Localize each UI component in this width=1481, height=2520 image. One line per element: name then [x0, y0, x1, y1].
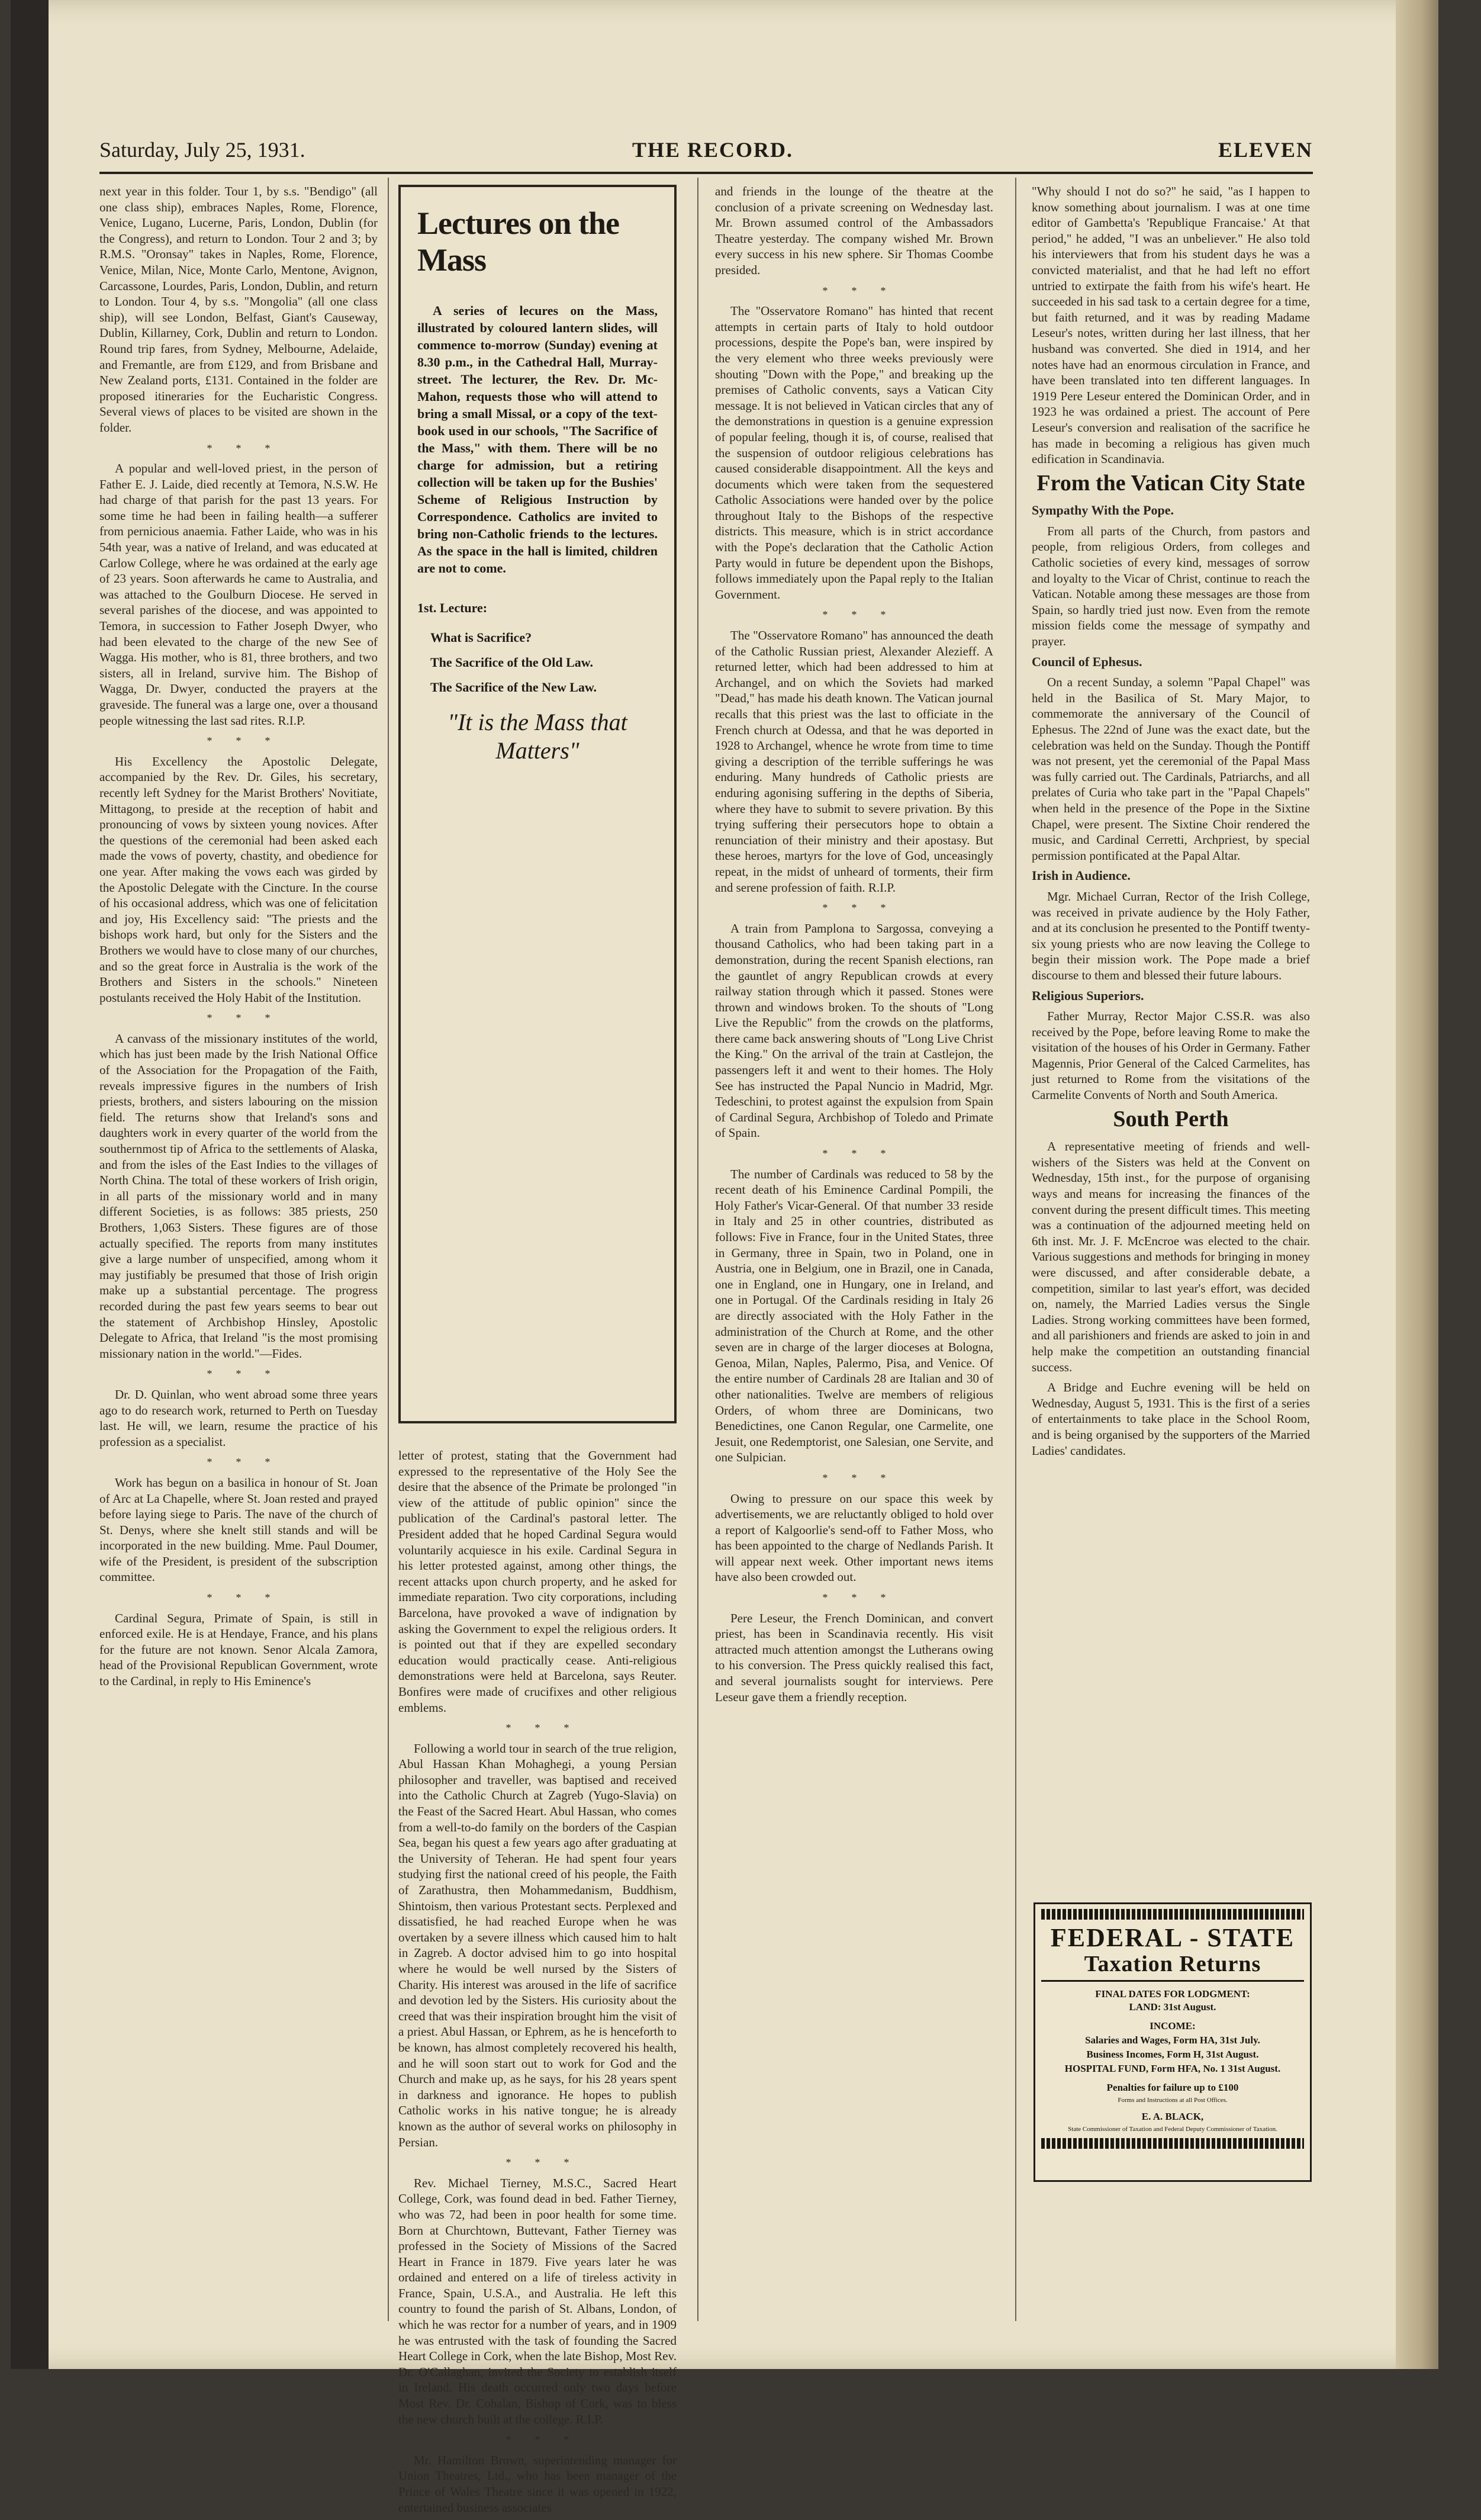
separator-stars: *** — [822, 1148, 910, 1160]
separator-stars: *** — [207, 442, 294, 454]
article-paragraph: Mgr. Michael Curran, Rector of the Irish College, was received in private audience by the Holy Father, and at its conclusion he presented to the Pontiff twenty-six young priests who are now leaving the College to begin their mission work. The Pope made a brief discourse to them and blessed their future labours. — [1032, 889, 1310, 982]
article-paragraph: Pere Leseur, the French Dominican, and convert priest, has been in Scandinavia recently. His visit attracted much attention amongst the Lutherans owing to his conversion. The Press quickly realised this fact, and several journalists sought for interviews. Pere Leseur gave them a friendly reception. — [715, 1611, 993, 1704]
article-paragraph: A representative meeting of friends and well-wishers of the Sisters was held at the Convent on Wednesday, 15th inst., for the purpose of organising ways and means for increasing the finances of the convent during the present difficult times. This meeting was a continuation of the adjourned meeting held on 6th inst. Mr. J. F. McEncroe was elected to the chair. Various suggestions and methods for bringing in money were discussed, and after considerable debate, a competition, similar to last year's effort, was decided on, namely, the Married Ladies versus the Single Ladies. Strong working committees have been formed, and all parishioners and friends are asked to join in and help make the competition an outstanding financial success. — [1032, 1139, 1310, 1374]
ad-line: INCOME: — [1150, 2020, 1196, 2032]
lecture-topic: The Sacrifice of the Old Law. — [430, 655, 593, 670]
ad-line: HOSPITAL FUND, Form HFA, No. 1 31st August. — [1064, 2063, 1281, 2074]
article-paragraph: next year in this folder. Tour 1, by s.s. "Bendigo" (all one class ship), embraces Naples, Rome, Florence, Venice, Lugano, Lucerne, Paris, London, Dublin (for the Congress), and return to London. Tour 2 and 3; by R.M.S. "Oronsay" takes in Naples, Rome, Florence, Venice, Milan, Nice, Monte Carlo, Mentone, Avignon, Carcassone, Lourdes, Paris, London, Dublin, and return to London. Tour 4, by s.s. "Mongolia" (all one class ship), will see London, Belfast, Giant's Causeway, Dublin, Killarney, Cork, Dublin and return to London. Round trip fares, from Sydney, Melbourne, Adelaide, and Fremantle, are from £129, and from Brisbane and New Zealand ports, £131. Contained in the folder are proposed itineraries for the Eucharistic Congress. Several views of places to be visited are shown in the folder. — [99, 184, 378, 435]
article-paragraph: Following a world tour in search of the true religion, Abul Hassan Khan Mohaghegi, a young Persian philosopher and traveller, was baptised and received into the Catholic Church at Zagreb (Yugo-Slavia) on the Feast of the Sacred Heart. Abul Hassan, who comes from a well-to-do family on the borders of the Caspian Sea, began his quest a few years ago after graduating at the University of Teheran. He had spent four years studying first the national creed of his people, the Faith of Zarathustra, then Mohammedanism, Buddhism, Shintoism, then various Protestant sects. Perplexed and dissatisfied, he had reached Europe when he was overtaken by a severe illness which caused him to halt in Zagreb. A doctor advised him to go into hospital where he would be well nursed by the Sisters of Charity. His interest was aroused in the life of sacrifice and devotion led by the Sisters. His curiosity about the creed that was their inspiration brought him the visit of a priest. Abul Hassan, or Ephrem, as he is henceforth to be known, has almost completely recovered his health, and he will soon start out to work for God and the Church and make up, as he says, for his 28 years spent in darkness and ignorance. He hopes to publish Catholic works in his native tongue; he is already known as the author of several works on philosophy in Persian. — [398, 1741, 677, 2149]
article-paragraph: Father Murray, Rector Major C.SS.R. was also received by the Pope, before leaving Rome to make the visitation of the houses of his Order in Germany. Father Magennis, Prior General of the Calced Carmelites, has just returned to Rome from the visitations of the Carmelite Convents of North and South America. — [1032, 1009, 1310, 1102]
ad-line: Salaries and Wages, Form HA, 31st July. — [1085, 2034, 1260, 2046]
article-paragraph: On a recent Sunday, a solemn "Papal Chapel" was held in the Basilica of St. Mary Major, to commemorate the anniversary of the Council of Ephesus. The 22nd of June was the exact date, but the celebration was held on the Sunday. Though the Pontiff was not present, yet the ceremonial of the Papal Mass was fully carried out. The Cardinals, Patriarchs, and all prelates of Curia who take part in the "Papal Chapels" when held in the presence of the Pope in the Sixtine Chapel, were present. The Sixtine Choir rendered the music, and Cardinal Cerretti, Archpriest, by special permission pontificated at the Papal Altar. — [1032, 675, 1310, 863]
column-rule — [697, 178, 698, 2321]
separator-stars: *** — [207, 1368, 294, 1380]
article-paragraph: A popular and well-loved priest, in the person of Father E. J. Laide, died recently at Temora, N.S.W. He had charge of that parish for the past 13 years. For some time he had been in failing health—a sufferer from pernicious anaemia. Father Laide, who was in his 54th year, was a native of Ireland, and was educated at Carlow College, where he was ordained at the early age of 23 years. Soon afterwards he came to Australia, and was attached to the Goulburn Diocese. He served in several parishes of the diocese, and was appointed to Temora, in succession to Father Joseph Dwyer, who had been elevated to the charge of the new See of Wagga. His mother, who is 81, three brothers, and two sisters, all in Ireland, survive him. The Bishop of Wagga, Dr. Dwyer, conducted the prayers at the graveside. The funeral was a large one, over a thousand people witnessing the last sad rites. R.I.P. — [99, 461, 378, 728]
ad-line: LAND: 31st August. — [1129, 2001, 1216, 2013]
separator-stars: *** — [822, 284, 910, 297]
ad-line: State Commissioner of Taxation and Federal Deputy Commissioner of Taxation. — [1068, 2126, 1277, 2133]
article-paragraph: A canvass of the missionary institutes of the world, which has just been made by the Irish National Office of the Association for the Propagation of the Faith, reveals impressive figures in the numbers of Irish priests, brothers, and sisters labouring on the mission field. The returns show that Ireland's sons and daughters work in every quarter of the world from the southernmost tip of Africa to the settlements of Alaska, and from the isles of the East Indies to the villages of North China. The total of these workers of Irish origin, in all parts of the missionary world and in many different Societies, is as follows: 385 priests, 250 Brothers, 1,063 Sisters. These figures are of those actually specified. The reports from many institutes give a large number of unspecified, among whom it may justifiably be presumed that those of Irish origin make up a substantial percentage. The progress recorded during the past few years seems to bear out the statement of Archbishop Hinsley, Apostolic Delegate to Africa, that Ireland "is the most promising missionary nation in the world."—Fides. — [99, 1031, 378, 1361]
separator-stars: *** — [207, 1592, 294, 1604]
article-paragraph: The number of Cardinals was reduced to 58 by the recent death of his Eminence Cardinal Pompili, the Holy Father's Vicar-General. Of that number 33 reside in Italy and 25 in other countries, distributed as follows: Five in France, four in the United States, three in Germany, three in Spain, two in Poland, one in Austria, one in Belgium, one in Brazil, one in Canada, one in England, one in Hungary, one in Ireland, and one in Portugal. Of the Cardinals residing in Italy 26 are directly associated with the Holy Father in the administration of the Church at Rome, and the other seven are in charge of the larger dioceses at Bologna, Genoa, Milan, Naples, Palermo, Pisa, and Venice. Of the entire number of Cardinals 28 are Italian and 30 of other nationalities. Twelve are members of religious Orders, of whom three are Dominicans, two Benedictines, one Canon Regular, one Carmelite, one Jesuit, one Redemptorist, one Salesian, one Servite, and one Sulpician. — [715, 1166, 993, 1465]
separator-stars: *** — [822, 902, 910, 914]
article-paragraph: "Why should I not do so?" he said, "as I happen to know something about journalism. I was at one time editor of Gambetta's 'Republique Francaise.' At that period," he added, "I was an unbeliever." He also told his interviewers that from his student days he was a convicted materialist, and that he had left no effort untried to extirpate the faith from his wife's heart. He succeeded in his sad task to a certain degree for a time, but faith returned, and it was by reading Madame Leseur's notes, written during her last illness, that her husband was converted. She died in 1914, and her notes have had an enormous circulation in France, and have been translated into ten different languages. In 1919 Pere Leseur entered the Dominican Order, and in 1923 he was ordained a priest. The account of Pere Leseur's conversion and realisation of the sacrifice he has made in becoming a religious has given much edification in Scandinavia. — [1032, 184, 1310, 467]
article-paragraph: A train from Pamplona to Sargossa, conveying a thousand Catholics, who had been taking part in a demonstration, during the recent Spanish elections, ran the gauntlet of angry Republican crowds at every railway station through which it passed. Stones were thrown and windows broken. To the shouts of "Long Live the Republic" from the crowds on the platforms, there came back answering shouts of "Long Live Christ the King." On the arrival of the train at Castlejon, the passengers left it and went to their homes. The Holy See has instructed the Papal Nuncio in Madrid, Mgr. Tedeschini, to protest against the expulsion from Spain of Cardinal Segura, Archbishop of Toledo and Primate of Spain. — [715, 921, 993, 1140]
notice-description: A series of lecures on the Mass, illustrated by coloured lantern slides, will commence to-morrow (Sunday) evening at 8.30 p.m., in the Cathedral Hall, Murray-street. The lecturer, the Rev. Dr. Mc-Mahon, requests those who will attend to bring a small Missal, or a copy of the text-book used in our schools, "The Sacrifice of the Mass," with them. There will be no charge for admission, but a retiring collection will be taken up for the Bushies' Scheme of Religious Instruction by Correspondence. Catholics are invited to bring non-Catholic friends to the lectures. As the space in the hall is limited, children are not to come. — [417, 303, 658, 576]
article-paragraph: A Bridge and Euchre evening will be held on Wednesday, August 5, 1931. This is the first of a series of entertainments to take place in the School Room, and is being organised by the supporters of the Married Ladies' candidates. — [1032, 1380, 1310, 1458]
ad-line: Forms and Instructions at all Post Offices. — [1118, 2097, 1228, 2104]
separator-stars: *** — [207, 1456, 294, 1468]
ad-subtitle: Taxation Returns — [1041, 1952, 1304, 1982]
article-paragraph: Work has begun on a basilica in honour of St. Joan of Arc at La Chapelle, where St. Joan rested and prayed before laying siege to Paris. The nave of the church of St. Denys, where she knelt still stands and will be incorporated in the new building. Mme. Paul Doumer, wife of the President, is president of the subscription committee. — [99, 1475, 378, 1584]
ad-line: FINAL DATES FOR LODGMENT: — [1095, 1988, 1250, 2000]
article-paragraph: Owing to pressure on our space this week by advertisements, we are reluctantly obliged to hold over a report of Kalgoorlie's send-off to Father Moss, who has been appointed to the charge of Nedlands Parish. It will appear next week. Other important news items have also been crowded out. — [715, 1491, 993, 1584]
column-rule — [1015, 178, 1016, 2321]
south-perth-title: South Perth — [1113, 1106, 1229, 1132]
lecture-topic: What is Sacrifice? — [430, 630, 532, 645]
newspaper-page — [11, 0, 1438, 2515]
column-1 — [99, 184, 378, 1694]
article-paragraph: The "Osservatore Romano" has announced the death of the Catholic Russian priest, Alexander Alezieff. A returned letter, which had been addressed to him at Archangel, and on which the Soviets had marked "Dead," has made his death known. The Vatican journal recalls that this priest was the last to officiate in the French church at Odessa, and that he was deported in 1928 to Archangel, whence he wrote from time to time giving a description of the terrible sufferings he was enduring. Many hundreds of Catholic priests are enduring agonising suffering in the depths of Siberia, where they have to submit to severe privation. By this trying suffering their persecutors hope to obtain a renunciation of their ministry and their apostasy. But these heroes, martyrs for the love of God, unceasingly repeat, in the midst of unheard of torments, their firm and serene profession of faith. R.I.P. — [715, 628, 993, 895]
separator-stars: *** — [207, 1012, 294, 1024]
subheading: Irish in Audience. — [1032, 868, 1131, 883]
column-3 — [715, 184, 993, 1709]
lecture-heading: 1st. Lecture: — [417, 600, 488, 615]
article-paragraph: From all parts of the Church, from pastors and people, from religious Orders, from colleges and Catholic societies of every kind, messages of sorrow and loyalty to the Vicar of Christ, continue to reach the Vatican. Notable among these messages are those from Spain, so hardly tried just now. Even from the remote mission fields come the message of sympathy and prayer. — [1032, 523, 1310, 649]
article-paragraph: Mr. Hamilton Brown, superintending manager for Union Theatres, Ltd., who has been manager of the Prince of Wales Theatre since it was opened in 1922, entertained business associates — [398, 2452, 677, 2515]
ad-border-bars — [1041, 1909, 1304, 1920]
taxation-advertisement — [1034, 1902, 1312, 2182]
newspaper-name: THE RECORD. — [632, 138, 794, 162]
separator-stars: *** — [822, 1471, 910, 1484]
subheading: Religious Superiors. — [1032, 988, 1144, 1003]
column-2 — [398, 1448, 677, 2520]
separator-stars: *** — [822, 609, 910, 621]
separator-stars: *** — [506, 1722, 593, 1734]
page-number: ELEVEN — [1218, 138, 1313, 162]
ad-line: Business Incomes, Form H, 31st August. — [1086, 2049, 1259, 2060]
article-paragraph: letter of protest, stating that the Government had expressed to the representative of the Holy See the desire that the absence of the Primate be prolonged "in view of the attitude of public opinion" since the publication of the Cardinal's pastoral letter. The President added that he hoped Cardinal Segura would voluntarily acquiesce in his exile. Cardinal Segura in his letter protested against, among other things, the recent attacks upon church property, and he asked for immediate reparation. Two city corporations, including Barcelona, have provoked a wave of indignation by asking the Government to expel the religious orders. It is pointed out that if they are expelled secondary education would practically cease. Anti-religious demonstrations were held at Barcelona, says Reuter. Bonfires were made of crucifixes and other religious emblems. — [398, 1448, 677, 1715]
column-4 — [1032, 184, 1310, 1463]
notice-quote: "It is the Mass that Matters" — [447, 709, 627, 764]
page-edge — [1396, 0, 1438, 2369]
ad-line: Penalties for failure up to £100 — [1106, 2082, 1239, 2093]
separator-stars: *** — [207, 735, 294, 747]
article-paragraph: Cardinal Segura, Primate of Spain, is still in enforced exile. He is at Hendaye, France, and his plans for the future are not known. Senor Alcala Zamora, head of the Provisional Republican Government, wrote to the Cardinal, in reply to His Eminence's — [99, 1611, 378, 1689]
subheading: Sympathy With the Pope. — [1032, 503, 1174, 518]
issue-date: Saturday, July 25, 1931. — [99, 138, 305, 162]
page-header — [99, 137, 1313, 173]
ad-border-bars — [1041, 2138, 1304, 2149]
ad-signature: E. A. BLACK, — [1141, 2111, 1204, 2122]
lectures-notice-box — [398, 185, 677, 1423]
article-paragraph: His Excellency the Apostolic Delegate, accompanied by the Rev. Dr. Giles, his secretary, recently left Sydney for the Marist Brothers' Novitiate, Mittagong, to preside at the reception of habit and pronouncing of vows by sixteen young novices. After the questions of the ceremonial had been asked each made the vows of poverty, chastity, and obedience for one year. After making the vows each was girded by the Apostolic Delegate with the Cincture. In the course of his occasional address, which was one of felicitation and joy, His Excellency said: "The priests and the bishops work hard, but only for the Sisters and the Brothers we would have to close many of our churches, and so the great force in Australia is the work of the Brothers and Sisters in the schools." Nineteen postulants received the Holy Habit of the Institution. — [99, 754, 378, 1005]
vatican-section-title: From the Vatican City State — [1036, 470, 1305, 496]
separator-stars: *** — [506, 2434, 593, 2446]
header-rule — [99, 172, 1313, 174]
article-paragraph: Dr. D. Quinlan, who went abroad some three years ago to do research work, returned to Perth on Tuesday last. He will, we learn, resume the practice of his profession as a specialist. — [99, 1387, 378, 1449]
column-rule — [388, 178, 389, 2321]
ad-title: FEDERAL - STATE — [1050, 1923, 1295, 1952]
separator-stars: *** — [506, 2156, 593, 2169]
article-paragraph: The "Osservatore Romano" has hinted that recent attempts in certain parts of Italy to hold outdoor processions, despite the Pope's ban, were inspired by the very element who three weeks previously were shouting "Down with the Pope," and breaking up the premises of Catholic convents, says a Vatican City message. It is not believed in Vatican circles that any of the demonstrations in question is a genuine expression of popular feeling, though it is, of course, realised that the suspension of outdoor religious celebrations has caused considerable disappointment. All the keys and documents which were taken from the sequestered Catholic Associations were handed over by the police throughout Italy to the Bishops of the respective districts. This measure, which is in strict accordance with the Pope's declaration that the Catholic Action Party would in future be dependent upon the Bishops, follows immediately upon the Papal reply to the Italian Government. — [715, 304, 993, 602]
separator-stars: *** — [822, 1592, 910, 1604]
lecture-topic: The Sacrifice of the New Law. — [430, 680, 597, 695]
article-paragraph: and friends in the lounge of the theatre at the conclusion of a private screening on Wednesday last. Mr. Brown assumed control of the Ambassadors Theatre yesterday. The company wished Mr. Brown every success in his new sphere. Sir Thomas Coombe presided. — [715, 184, 993, 277]
article-paragraph: Rev. Michael Tierney, M.S.C., Sacred Heart College, Cork, was found dead in bed. Father Tierney, who was 72, had been in poor health for some time. Born at Churchtown, Buttevant, Father Tierney was professed in the Society of Missions of the Sacred Heart in France in 1879. Five years later he was ordained and entered on a life of tireless activity in France, Spain, U.S.A., and Australia. He left this country to found the parish of St. Albans, London, of which he was rector for a number of years, and in 1909 he was entrusted with the task of founding the Sacred Heart College in Cork, when the late Bishop, Most Rev. Dr. O'Callaghan, invited the Society to establish itself in Ireland. His death occurred only two days before Most Rev. Dr. Cohalan, Bishop of Cork, was to bless the new church built at the college. R.I.P. — [398, 2175, 677, 2426]
subheading: Council of Ephesus. — [1032, 654, 1142, 669]
notice-title: Lectures on the Mass — [417, 205, 619, 278]
page-binding — [11, 0, 49, 2369]
